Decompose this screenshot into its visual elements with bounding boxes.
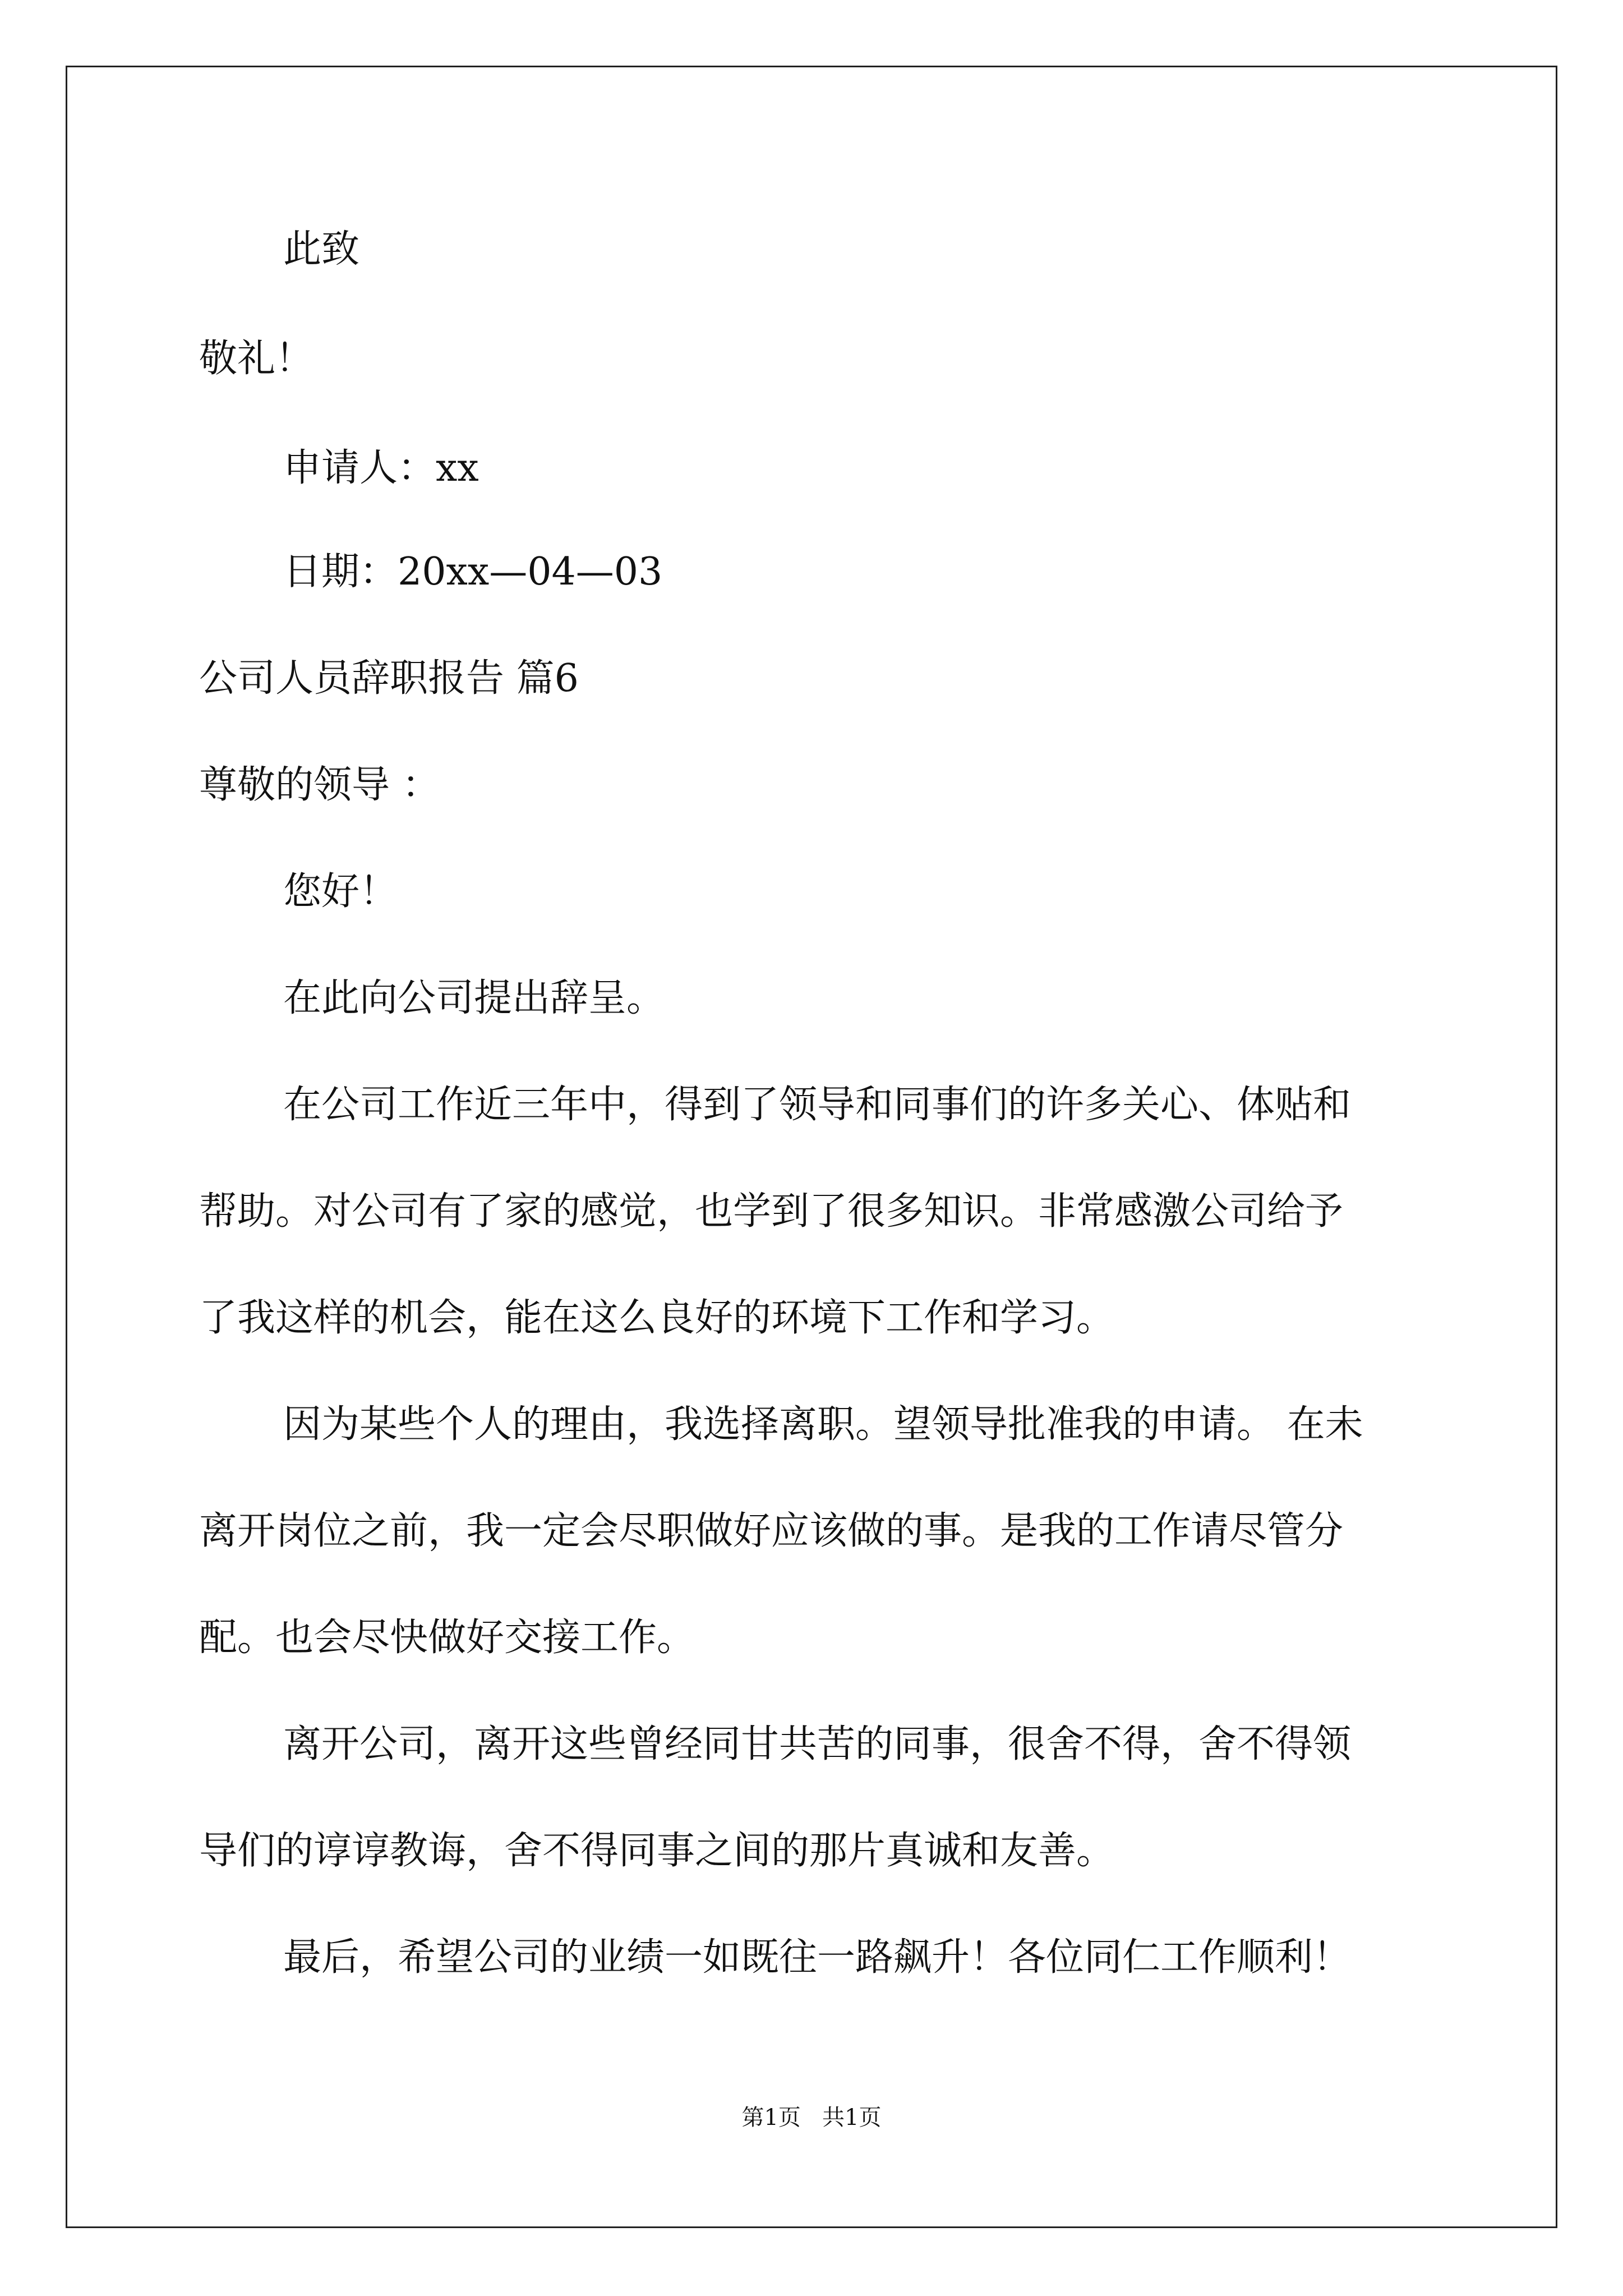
applicant-line: 申请人：xx [283,446,479,490]
page-footer: 第1页 共1页 [741,2105,882,2131]
section-title: 公司人员辞职报告 篇6 [199,656,579,701]
page-frame [66,66,1557,2228]
body-paragraph-line: 因为某些个人的理由，我选择离职。望领导批准我的申请。 在未 [283,1402,1363,1447]
body-paragraph-line: 配。也会尽快做好交接工作。 [199,1616,695,1660]
closing-phrase: 此致 [283,227,360,272]
body-paragraph-line: 离开岗位之前，我一定会尽职做好应该做的事。是我的工作请尽管分 [199,1509,1344,1553]
body-paragraph-line: 在此向公司提出辞呈。 [283,976,665,1020]
body-paragraph-line: 导们的谆谆教诲，舍不得同事之间的那片真诚和友善。 [199,1829,1115,1873]
body-paragraph-line: 离开公司，离开这些曾经同甘共苦的同事，很舍不得，舍不得领 [283,1722,1352,1766]
greeting: 尊敬的领导 ： [199,763,440,807]
date-line: 日期：20xx—04—03 [283,550,663,594]
body-paragraph-line: 最后，希望公司的业绩一如既往一路飙升！各位同仁工作顺利！ [283,1935,1352,1980]
salutation-closing: 敬礼！ [199,337,314,381]
hello-line: 您好！ [283,869,398,914]
body-paragraph-line: 了我这样的机会，能在这么良好的环境下工作和学习。 [199,1296,1115,1340]
body-paragraph-line: 在公司工作近三年中，得到了领导和同事们的许多关心、体贴和 [283,1083,1352,1127]
body-paragraph-line: 帮助。对公司有了家的感觉，也学到了很多知识。非常感激公司给予 [199,1189,1344,1234]
